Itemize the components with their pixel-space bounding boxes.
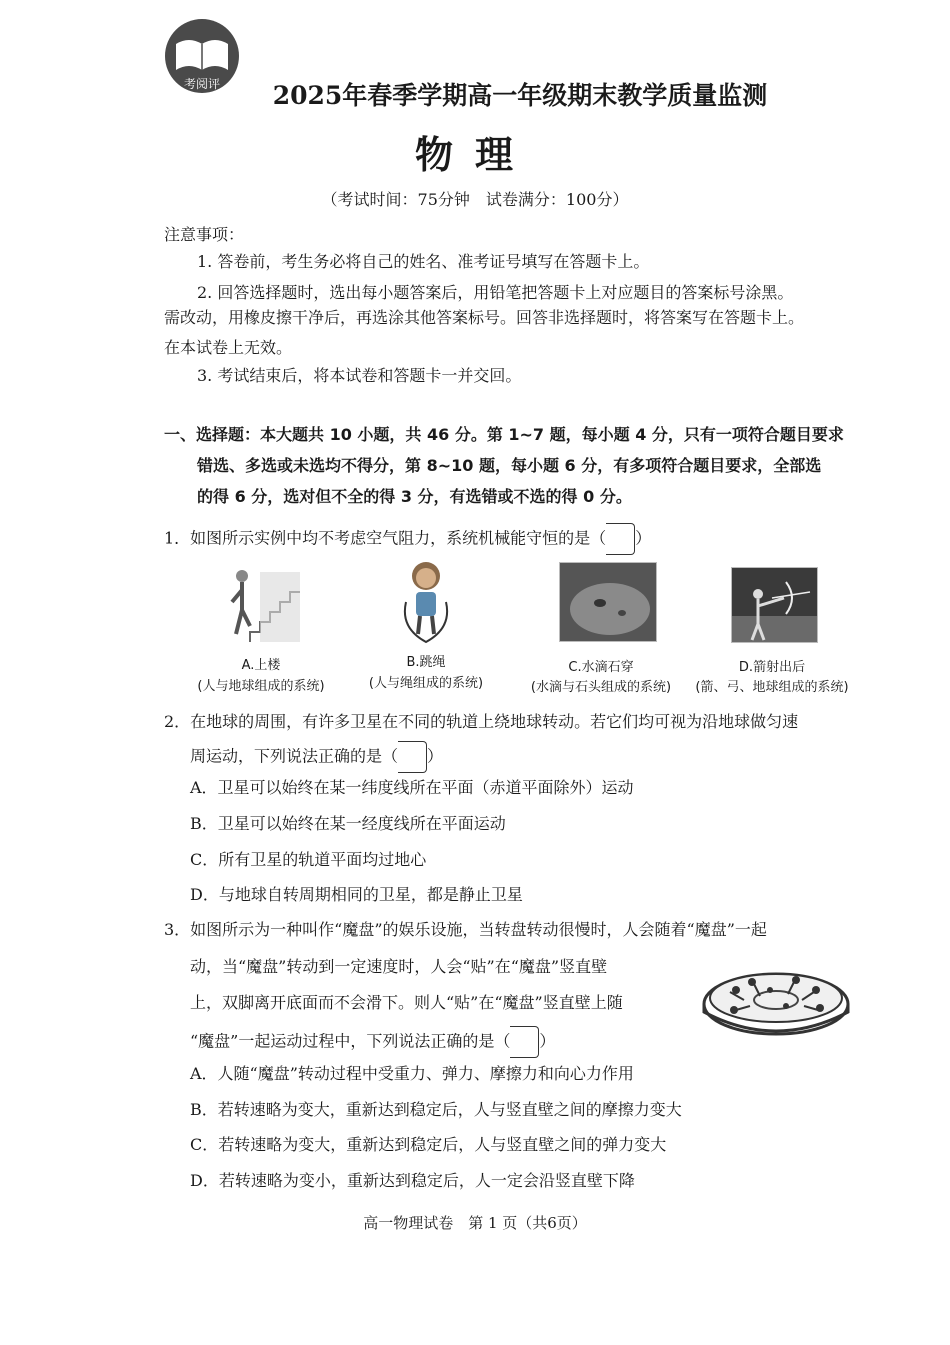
- section-1-line-2: 错选、多选或未选均不得分，第 8~10 题，每小题 6 分，有多项符合题目要求，全部选: [197, 456, 822, 475]
- question-1-stem: [164, 523, 651, 555]
- notice-item-2: 2. 回答选择题时，选出每小题答案后，用铅笔把答题卡上对应题目的答案标号涂黑。: [197, 283, 794, 302]
- question-2-stem-2: [190, 741, 443, 773]
- climbing-stairs-figure: [220, 562, 304, 646]
- magic-disc-figure: [700, 960, 850, 1040]
- notice-item-1: 1. 答卷前，考生务必将自己的姓名、准考证号填写在答题卡上。: [197, 252, 650, 271]
- question-1-close: ）: [635, 528, 652, 548]
- rope-skipping-figure: [392, 558, 460, 646]
- question-3-option-d: D．若转速略为变小，重新达到稳定后，人一定会沿竖直壁下降: [190, 1171, 635, 1190]
- figure-d-label: D.箭射出后: [738, 660, 806, 675]
- exam-title: 2025年春季学期高一年级期末教学质量监测: [272, 81, 768, 110]
- logo-text: 考阅评: [183, 77, 221, 91]
- notice-item-3: 3. 考试结束后，将本试卷和答题卡一并交回。: [197, 366, 522, 385]
- question-3-stem-2: 动，当“魔盘”转动到一定速度时，人会“贴”在“魔盘”竖直壁: [190, 957, 608, 976]
- page-footer: 高一物理试卷 第 1 页（共6页）: [363, 1214, 587, 1232]
- figure-b-label: B.跳绳: [406, 655, 446, 670]
- question-2-option-b: B．卫星可以始终在某一经度线所在平面运动: [190, 814, 506, 833]
- question-3-stem-3: 上，双脚离开底面而不会滑下。则人“贴”在“魔盘”竖直壁上随: [190, 993, 623, 1012]
- question-3-text: “魔盘”一起运动过程中，下列说法正确的是（: [190, 1031, 511, 1051]
- figure-a-label: A.上楼: [241, 658, 281, 673]
- figure-c-sub: (水滴与石头组成的系统): [530, 680, 672, 695]
- answer-box: [398, 741, 427, 773]
- section-1-line-1: 一、选择题：本大题共 10 小题，共 46 分。第 1~7 题，每小题 4 分，只有一项符合题目要求: [164, 425, 844, 444]
- question-2-close: ）: [427, 746, 444, 766]
- question-3-stem-1: 3．如图所示为一种叫作“魔盘”的娱乐设施，当转盘转动很慢时，人会随着“魔盘”一起: [164, 920, 767, 939]
- question-3-close: ）: [539, 1031, 556, 1051]
- figure-d-sub: (箭、弓、地球组成的系统): [695, 680, 849, 695]
- figure-c-label: C.水滴石穿: [568, 660, 634, 675]
- question-2-text: 周运动，下列说法正确的是（: [190, 746, 399, 766]
- figure-a-sub: (人与地球组成的系统): [197, 679, 325, 694]
- water-drop-stone-figure: [559, 562, 657, 642]
- notice-item-2-end: 在本试卷上无效。: [164, 338, 293, 357]
- subject-title: 物理: [414, 132, 535, 177]
- notice-heading: 注意事项：: [164, 225, 245, 244]
- question-1-text: 1．如图所示实例中均不考虑空气阻力，系统机械能守恒的是（: [164, 528, 607, 548]
- figure-b-sub: (人与绳组成的系统): [368, 676, 484, 691]
- notice-item-2-cont: 需改动，用橡皮擦干净后，再选涂其他答案标号。回答非选择题时，将答案写在答题卡上。: [164, 308, 805, 327]
- question-3-stem-4: [190, 1026, 555, 1058]
- question-3-option-b: B．若转速略为变大，重新达到稳定后，人与竖直壁之间的摩擦力变大: [190, 1100, 682, 1119]
- exam-info: （考试时间：75分钟 试卷满分：100分）: [321, 190, 629, 209]
- question-2-option-c: C．所有卫星的轨道平面均过地心: [190, 850, 427, 869]
- answer-box: [606, 523, 635, 555]
- question-2-option-a: A．卫星可以始终在某一纬度线所在平面（赤道平面除外）运动: [190, 778, 634, 797]
- section-1-line-3: 的得 6 分，选对但不全的得 3 分，有选错或不选的得 0 分。: [197, 487, 632, 506]
- archery-figure: [731, 567, 818, 643]
- question-2-option-d: D．与地球自转周期相同的卫星，都是静止卫星: [190, 885, 523, 904]
- question-3-option-a: A．人随“魔盘”转动过程中受重力、弹力、摩擦力和向心力作用: [190, 1064, 634, 1083]
- question-2-stem-1: 2．在地球的周围，有许多卫星在不同的轨道上绕地球转动。若它们均可视为沿地球做匀速: [164, 712, 799, 731]
- answer-box: [510, 1026, 539, 1058]
- question-3-option-c: C．若转速略为变大，重新达到稳定后，人与竖直壁之间的弹力变大: [190, 1135, 667, 1154]
